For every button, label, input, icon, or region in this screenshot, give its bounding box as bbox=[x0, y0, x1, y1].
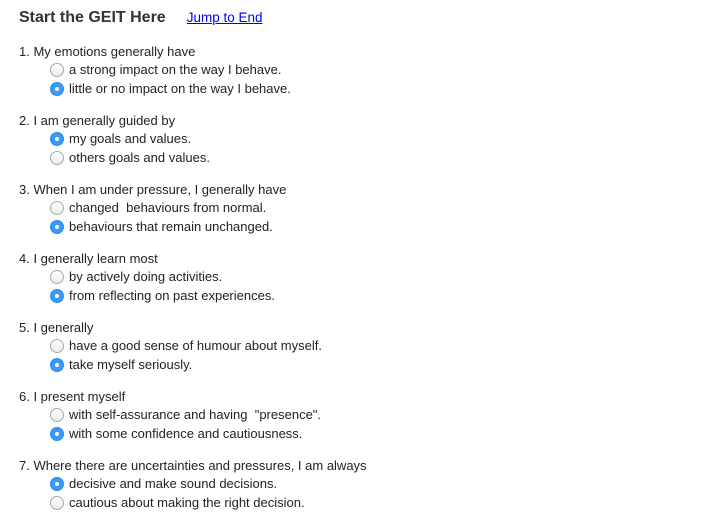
question-text: 1. My emotions generally have bbox=[19, 44, 196, 59]
question-text: 3. When I am under pressure, I generally have bbox=[19, 182, 287, 197]
radio-button-selected[interactable] bbox=[50, 220, 64, 234]
option-label[interactable]: changed behaviours from normal. bbox=[69, 200, 267, 215]
question-text: 4. I generally learn most bbox=[19, 251, 158, 266]
radio-button[interactable] bbox=[50, 496, 64, 510]
answer-option[interactable] bbox=[50, 355, 699, 374]
answer-option[interactable] bbox=[50, 217, 699, 236]
answer-option[interactable] bbox=[50, 474, 699, 493]
radio-button-selected[interactable] bbox=[50, 358, 64, 372]
radio-button[interactable] bbox=[50, 63, 64, 77]
option-label[interactable]: with some confidence and cautiousness. bbox=[69, 426, 303, 441]
question-text: 6. I present myself bbox=[19, 389, 126, 404]
question-text: 5. I generally bbox=[19, 320, 94, 335]
option-label[interactable]: have a good sense of humour about myself. bbox=[69, 338, 322, 353]
question-1 bbox=[19, 43, 699, 112]
answer-option[interactable] bbox=[50, 148, 699, 167]
answer-option[interactable] bbox=[50, 267, 699, 286]
option-label[interactable]: others goals and values. bbox=[69, 150, 210, 165]
radio-button-selected[interactable] bbox=[50, 132, 64, 146]
option-label[interactable]: with self-assurance and having "presence". bbox=[69, 407, 322, 422]
answer-option[interactable] bbox=[50, 424, 699, 443]
radio-button-selected[interactable] bbox=[50, 289, 64, 303]
question-4 bbox=[19, 250, 699, 319]
radio-button[interactable] bbox=[50, 270, 64, 284]
option-label[interactable]: from reflecting on past experiences. bbox=[69, 288, 275, 303]
option-label[interactable]: behaviours that remain unchanged. bbox=[69, 219, 273, 234]
radio-button-selected[interactable] bbox=[50, 477, 64, 491]
answer-option[interactable] bbox=[50, 79, 699, 98]
answer-option[interactable] bbox=[50, 198, 699, 217]
radio-button-selected[interactable] bbox=[50, 82, 64, 96]
radio-button[interactable] bbox=[50, 201, 64, 215]
question-list bbox=[19, 43, 699, 526]
answer-option[interactable] bbox=[50, 405, 699, 424]
answer-option[interactable] bbox=[50, 336, 699, 355]
question-2 bbox=[19, 112, 699, 181]
question-3 bbox=[19, 181, 699, 250]
option-label[interactable]: my goals and values. bbox=[69, 131, 192, 146]
page-header bbox=[19, 9, 263, 29]
option-label[interactable]: decisive and make sound decisions. bbox=[69, 476, 278, 491]
answer-option[interactable] bbox=[50, 60, 699, 79]
option-label[interactable]: cautious about making the right decision. bbox=[69, 495, 305, 510]
radio-button[interactable] bbox=[50, 151, 64, 165]
option-label[interactable]: take myself seriously. bbox=[69, 357, 193, 372]
question-text: 7. Where there are uncertainties and pressures, I am always bbox=[19, 458, 367, 473]
answer-option[interactable] bbox=[50, 286, 699, 305]
jump-to-end-link[interactable]: Jump to End bbox=[186, 10, 263, 25]
option-label[interactable]: a strong impact on the way I behave. bbox=[69, 62, 282, 77]
question-text: 2. I am generally guided by bbox=[19, 113, 176, 128]
answer-option[interactable] bbox=[50, 129, 699, 148]
option-label[interactable]: by actively doing activities. bbox=[69, 269, 223, 284]
option-label[interactable]: little or no impact on the way I behave. bbox=[69, 81, 291, 96]
page-title: Start the GEIT Here bbox=[19, 9, 166, 26]
radio-button-selected[interactable] bbox=[50, 427, 64, 441]
radio-button[interactable] bbox=[50, 339, 64, 353]
radio-button[interactable] bbox=[50, 408, 64, 422]
answer-option[interactable] bbox=[50, 493, 699, 512]
question-5 bbox=[19, 319, 699, 388]
question-7 bbox=[19, 457, 699, 526]
question-6 bbox=[19, 388, 699, 457]
